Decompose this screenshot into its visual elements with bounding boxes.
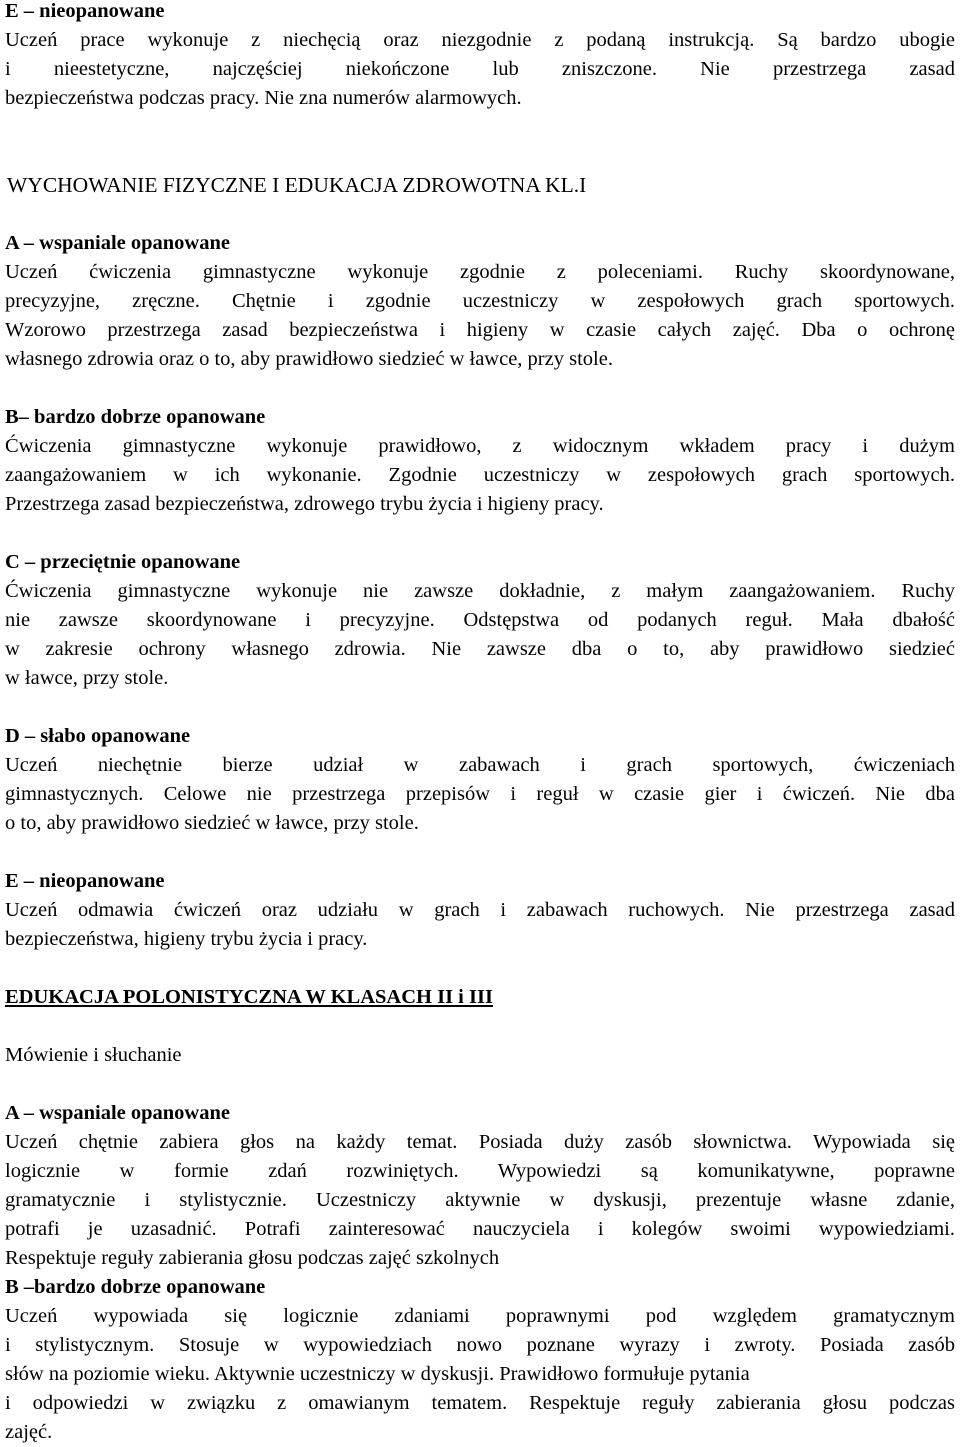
paragraph-line: i nieestetyczne, najczęściej niekończone lub zniszczone. Nie przestrzega zasad — [5, 58, 955, 80]
paragraph-line: Uczeń chętnie zabiera głos na każdy temat. Posiada duży zasób słownictwa. Wypowiada się — [5, 1131, 955, 1153]
paragraph-line: Respektuje reguły zabierania głosu podczas zajęć szkolnych — [5, 1247, 500, 1269]
paragraph-line: Ćwiczenia gimnastyczne wykonuje nie zawsze dokładnie, z małym zaangażowaniem. Ruchy — [5, 580, 955, 602]
paragraph-line: nie zawsze skoordynowane i precyzyjne. Odstępstwa od podanych reguł. Mała dbałość — [5, 609, 955, 631]
section-heading: E – nieopanowane — [5, 0, 165, 22]
paragraph-line: Ćwiczenia gimnastyczne wykonuje prawidłowo, z widocznym wkładem pracy i dużym — [5, 435, 955, 457]
paragraph-line: i stylistycznym. Stosuje w wypowiedziach nowo poznane wyrazy i zwroty. Posiada zasób — [5, 1334, 955, 1356]
paragraph-line: i odpowiedzi w związku z omawianym tematem. Respektuje reguły zabierania głosu podczas — [5, 1392, 955, 1414]
paragraph-line: Wzorowo przestrzega zasad bezpieczeństwa i higieny w czasie całych zajęć. Dba o ochronę — [5, 319, 955, 341]
paragraph-line: własnego zdrowia oraz o to, aby prawidłowo siedzieć w ławce, przy stole. — [5, 348, 613, 370]
paragraph-line: Uczeń odmawia ćwiczeń oraz udziału w grach i zabawach ruchowych. Nie przestrzega zasad — [5, 899, 955, 921]
section-heading: B –bardzo dobrze opanowane — [5, 1276, 266, 1298]
paragraph-line: logicznie w formie zdań rozwiniętych. Wypowiedzi są komunikatywne, poprawne — [5, 1160, 955, 1182]
section-heading: A – wspaniale opanowane — [5, 1102, 230, 1124]
paragraph-line: Uczeń wypowiada się logicznie zdaniami poprawnymi pod względem gramatycznym — [5, 1305, 955, 1327]
paragraph-line: Uczeń niechętnie bierze udział w zabawach i grach sportowych, ćwiczeniach — [5, 754, 955, 776]
paragraph-line: w zakresie ochrony własnego zdrowia. Nie zawsze dba o to, aby prawidłowo siedzieć — [5, 638, 955, 660]
paragraph-line: gimnastycznych. Celowe nie przestrzega przepisów i reguł w czasie gier i ćwiczeń. Nie dba — [5, 783, 955, 805]
section-subtitle: Mówienie i słuchanie — [5, 1044, 182, 1066]
section-heading: D – słabo opanowane — [5, 725, 191, 747]
paragraph-line: precyzyjne, zręczne. Chętnie i zgodnie uczestniczy w zespołowych grach sportowych. — [5, 290, 955, 312]
paragraph-line: zajęć. — [5, 1421, 53, 1443]
section-heading: C – przeciętnie opanowane — [5, 551, 241, 573]
section-heading: E – nieopanowane — [5, 870, 165, 892]
paragraph-line: Uczeń prace wykonuje z niechęcią oraz niezgodnie z podaną instrukcją. Są bardzo ubogie — [5, 29, 955, 51]
paragraph-line: gramatycznie i stylistycznie. Uczestniczy aktywnie w dyskusji, prezentuje własne zdanie, — [5, 1189, 955, 1211]
paragraph-line: zaangażowaniem w ich wykonanie. Zgodnie uczestniczy w zespołowych grach sportowych. — [5, 464, 955, 486]
paragraph-line: Uczeń ćwiczenia gimnastyczne wykonuje zgodnie z poleceniami. Ruchy skoordynowane, — [5, 261, 955, 283]
paragraph-line: potrafi je uzasadnić. Potrafi zainteresować nauczyciela i kolegów swoimi wypowiedziami. — [5, 1218, 955, 1240]
paragraph-line: bezpieczeństwa, higieny trybu życia i pracy. — [5, 928, 368, 950]
paragraph-line: Przestrzega zasad bezpieczeństwa, zdrowego trybu życia i higieny pracy. — [5, 493, 604, 515]
section-title: EDUKACJA POLONISTYCZNA W KLASACH II i III — [5, 986, 493, 1008]
paragraph-line: w ławce, przy stole. — [5, 667, 169, 689]
paragraph-line: bezpieczeństwa podczas pracy. Nie zna numerów alarmowych. — [5, 87, 522, 109]
section-heading: B– bardzo dobrze opanowane — [5, 406, 266, 428]
section-title: WYCHOWANIE FIZYCZNE I EDUKACJA ZDROWOTNA KL.I — [7, 173, 587, 197]
paragraph-line: o to, aby prawidłowo siedzieć w ławce, przy stole. — [5, 812, 419, 834]
paragraph-line: słów na poziomie wieku. Aktywnie uczestniczy w dyskusji. Prawidłowo formułuje pytania — [5, 1363, 750, 1385]
section-heading: A – wspaniale opanowane — [5, 232, 230, 254]
